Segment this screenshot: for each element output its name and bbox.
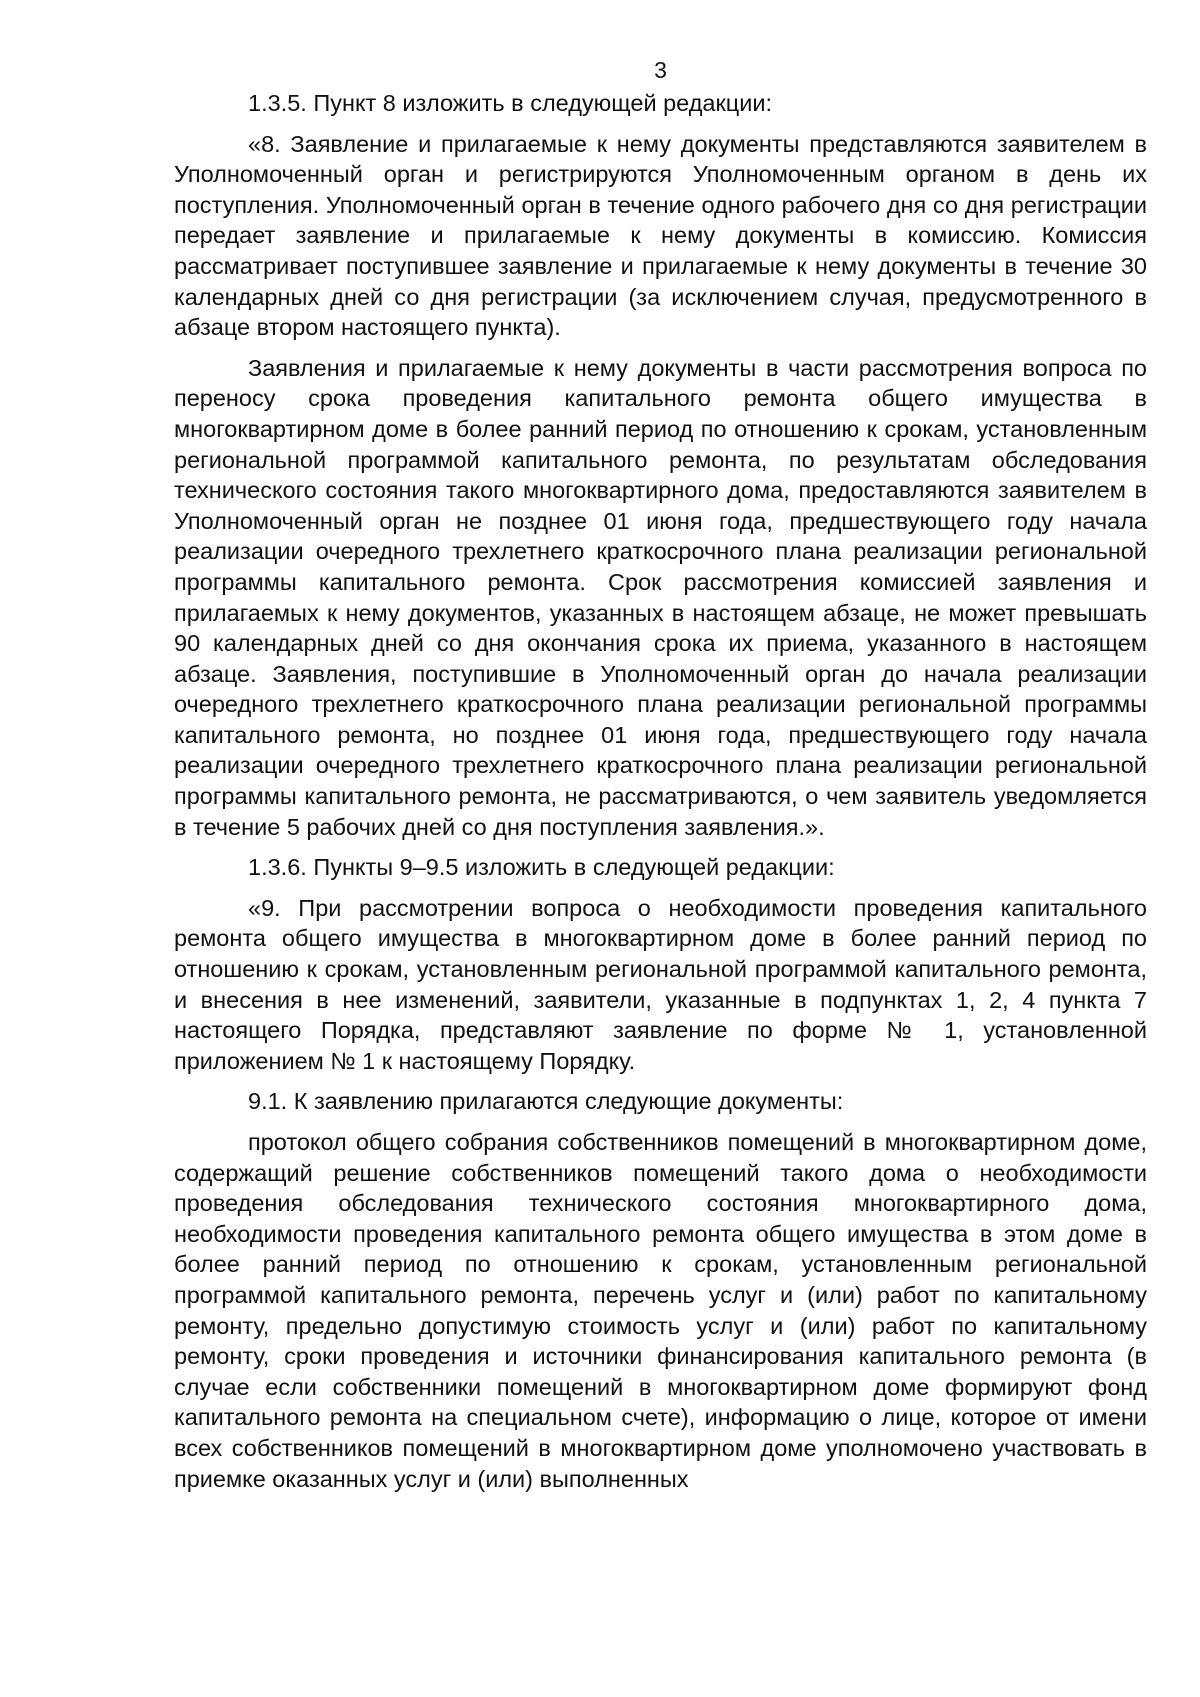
paragraph-protocol: протокол общего собрания собственников помещений в многоквартирном доме, содержащий решение собственников помещений такого дома о необходимости проведения обследования технического состояния многоквартирного дома, необходимости проведения капитального ремонта общего имущества в этом доме в более ранний период по отношению к срокам, установленным региональной программой капитального ремонта, перечень услуг и (или) работ по капитальному ремонту, предельно допустимую стоимость услуг и (или) работ по капитальному ремонту, сроки проведения и источники финансирования капитального ремонта (в случае если собственники помещений в многоквартирном доме формируют фонд капитального ремонта на специальном счете), информацию о лице, которое от имени всех собственников помещений в многоквартирном доме уполномочено участвовать в приемке оказанных услуг и (или) выполненных	[174, 1129, 1147, 1492]
paragraph-point-8: «8. Заявление и прилагаемые к нему документы представляются заявителем в Уполномоченный орган и регистрируются Уполномоченным органом в день их поступления. Уполномоченный орган в течение одного рабочего дня со дня регистрации передает заявление и прилагаемые к нему документы в комиссию. Комиссия рассматривает поступившее заявление и прилагаемые к нему документы в течение 30 календарных дней со дня регистрации (за исключением случая, предусмотренного в абзаце втором настоящего пункта).	[174, 130, 1147, 341]
paragraph-point-8-second: Заявления и прилагаемые к нему документы в части рассмотрения вопроса по переносу срока проведения капитального ремонта общего имущества в многоквартирном доме в более ранний период по отношению к срокам, установленным региональной программой капитального ремонта, по результатам обследования технического состояния такого многоквартирного дома, предоставляются заявителем в Уполномоченный орган не позднее 01 июня года, предшествующего году начала реализации очередного трехлетнего краткосрочного плана реализации региональной программы капитального ремонта. Срок рассмотрения комиссией заявления и прилагаемых к нему документов, указанных в настоящем абзаце, не может превышать 90 календарных дней со дня окончания срока их приема, указанного в настоящем абзаце. Заявления, поступившие в Уполномоченный орган до начала реализации очередного трехлетнего краткосрочного плана реализации региональной программы капитального ремонта, но позднее 01 июня года, предшествующего году начала реализации очередного трехлетнего краткосрочного плана реализации региональной программы капитального ремонта, не рассматриваются, о чем заявитель уведомляется в течение 5 рабочих дней со дня поступления заявления.».	[174, 354, 1147, 840]
paragraph-point-9-1: 9.1. К заявлению прилагаются следующие документы:	[248, 1088, 844, 1115]
paragraph-1-3-6: 1.3.6. Пункты 9–9.5 изложить в следующей редакции:	[248, 854, 835, 881]
document-page	[174, 56, 1147, 1504]
paragraph-point-9: «9. При рассмотрении вопроса о необходимости проведения капитального ремонта общего имущества в многоквартирном доме в более ранний период по отношению к срокам, установленным региональной программой капитального ремонта, и внесения в нее изменений, заявители, указанные в подпунктах 1, 2, 4 пункта 7 настоящего Порядка, представляют заявление по форме № 1, установленной приложением № 1 к настоящему Порядку.	[174, 894, 1147, 1074]
paragraph-1-3-5: 1.3.5. Пункт 8 изложить в следующей редакции:	[248, 90, 773, 116]
page-number: 3	[654, 57, 667, 83]
